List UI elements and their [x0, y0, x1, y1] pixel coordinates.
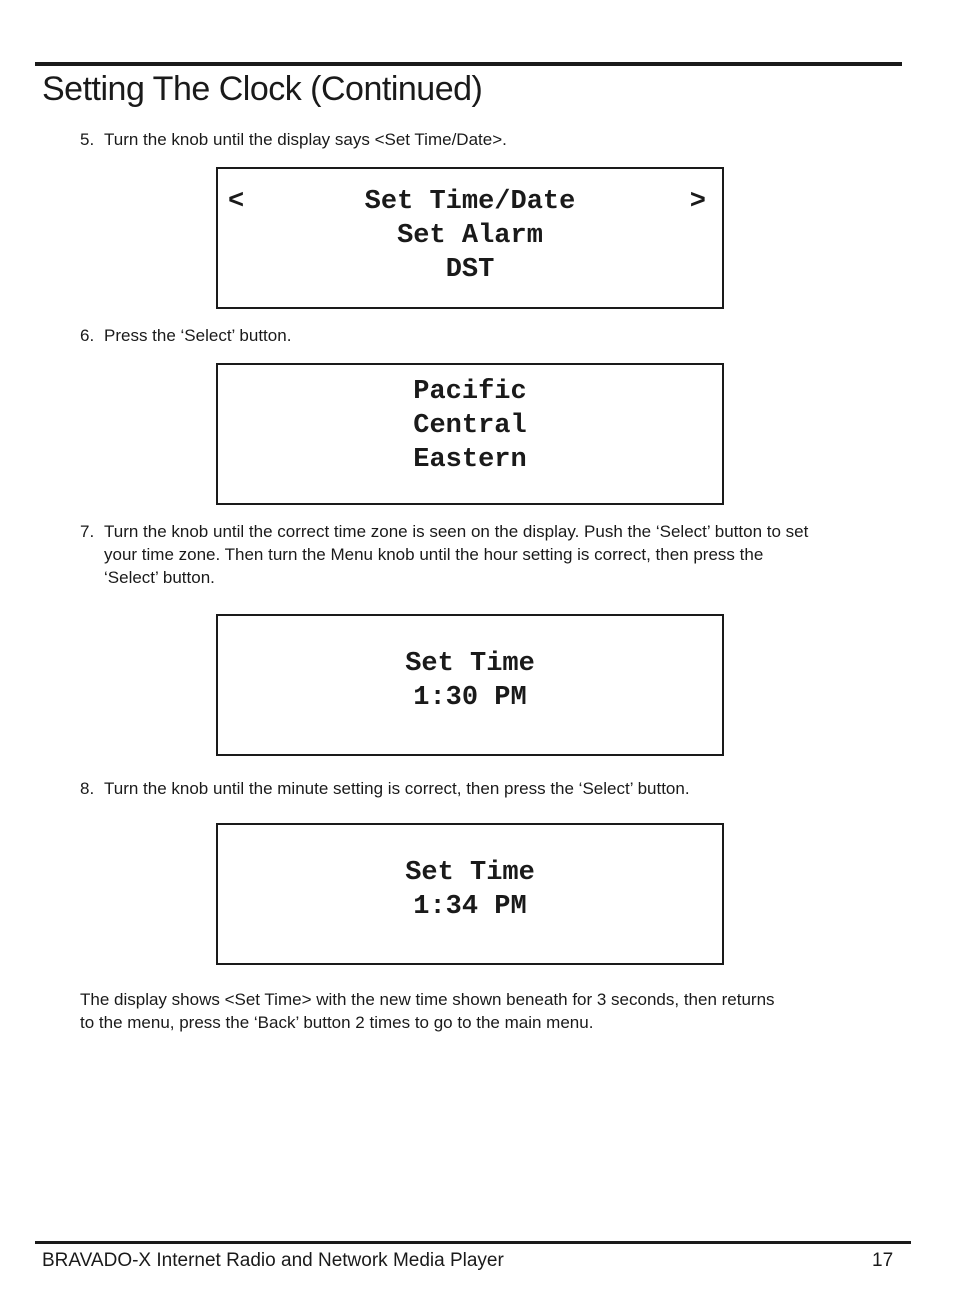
closing-paragraph: The display shows <Set Time> with the new time shown beneath for 3 seconds, then returns to the menu, press the ‘Back’ button 2 times to go to the main menu. [80, 990, 775, 1032]
page-title: Setting The Clock (Continued) [42, 70, 483, 108]
lcd-line: Eastern [413, 445, 527, 475]
lcd-line: Set Time [405, 858, 535, 888]
step-number: 8. [80, 779, 95, 798]
lcd-display-set-minute [216, 823, 724, 965]
lcd-line: Pacific [413, 377, 527, 407]
step-number: 7. [80, 522, 95, 541]
lcd-line: Set Alarm [397, 221, 543, 251]
lcd-line: 1:30 PM [413, 683, 527, 713]
step-text: Turn the knob until the minute setting is correct, then press the ‘Select’ button. [104, 779, 690, 798]
step-text: Turn the knob until the correct time zone is seen on the display. Push the ‘Select’ button to set your time zone. Then turn the Menu knob until the hour setting is correct, then press the ‘Select’ button. [104, 522, 809, 587]
step-number: 5. [80, 130, 95, 149]
lcd-display-menu [216, 167, 724, 309]
step-7 [80, 520, 810, 589]
lcd-line: 1:34 PM [413, 892, 527, 922]
top-rule [35, 62, 902, 66]
step-6 [80, 324, 810, 347]
step-text: Press the ‘Select’ button. [104, 326, 292, 345]
right-arrow-icon: > [689, 187, 706, 217]
step-text: Turn the knob until the display says <Set Time/Date>. [104, 130, 507, 149]
step-8 [80, 777, 810, 800]
lcd-display-timezone [216, 363, 724, 505]
lcd-line: Central [413, 411, 527, 441]
lcd-line: DST [445, 255, 495, 285]
step-5 [80, 128, 810, 151]
lcd-display-set-hour [216, 614, 724, 756]
lcd-line: Set Time/Date [364, 187, 576, 217]
bottom-rule [35, 1241, 911, 1244]
lcd-line: Set Time [405, 649, 535, 679]
left-arrow-icon: < [228, 187, 245, 217]
page-number: 17 [872, 1250, 894, 1271]
step-number: 6. [80, 326, 95, 345]
footer-title: BRAVADO-X Internet Radio and Network Media Player [42, 1250, 504, 1271]
